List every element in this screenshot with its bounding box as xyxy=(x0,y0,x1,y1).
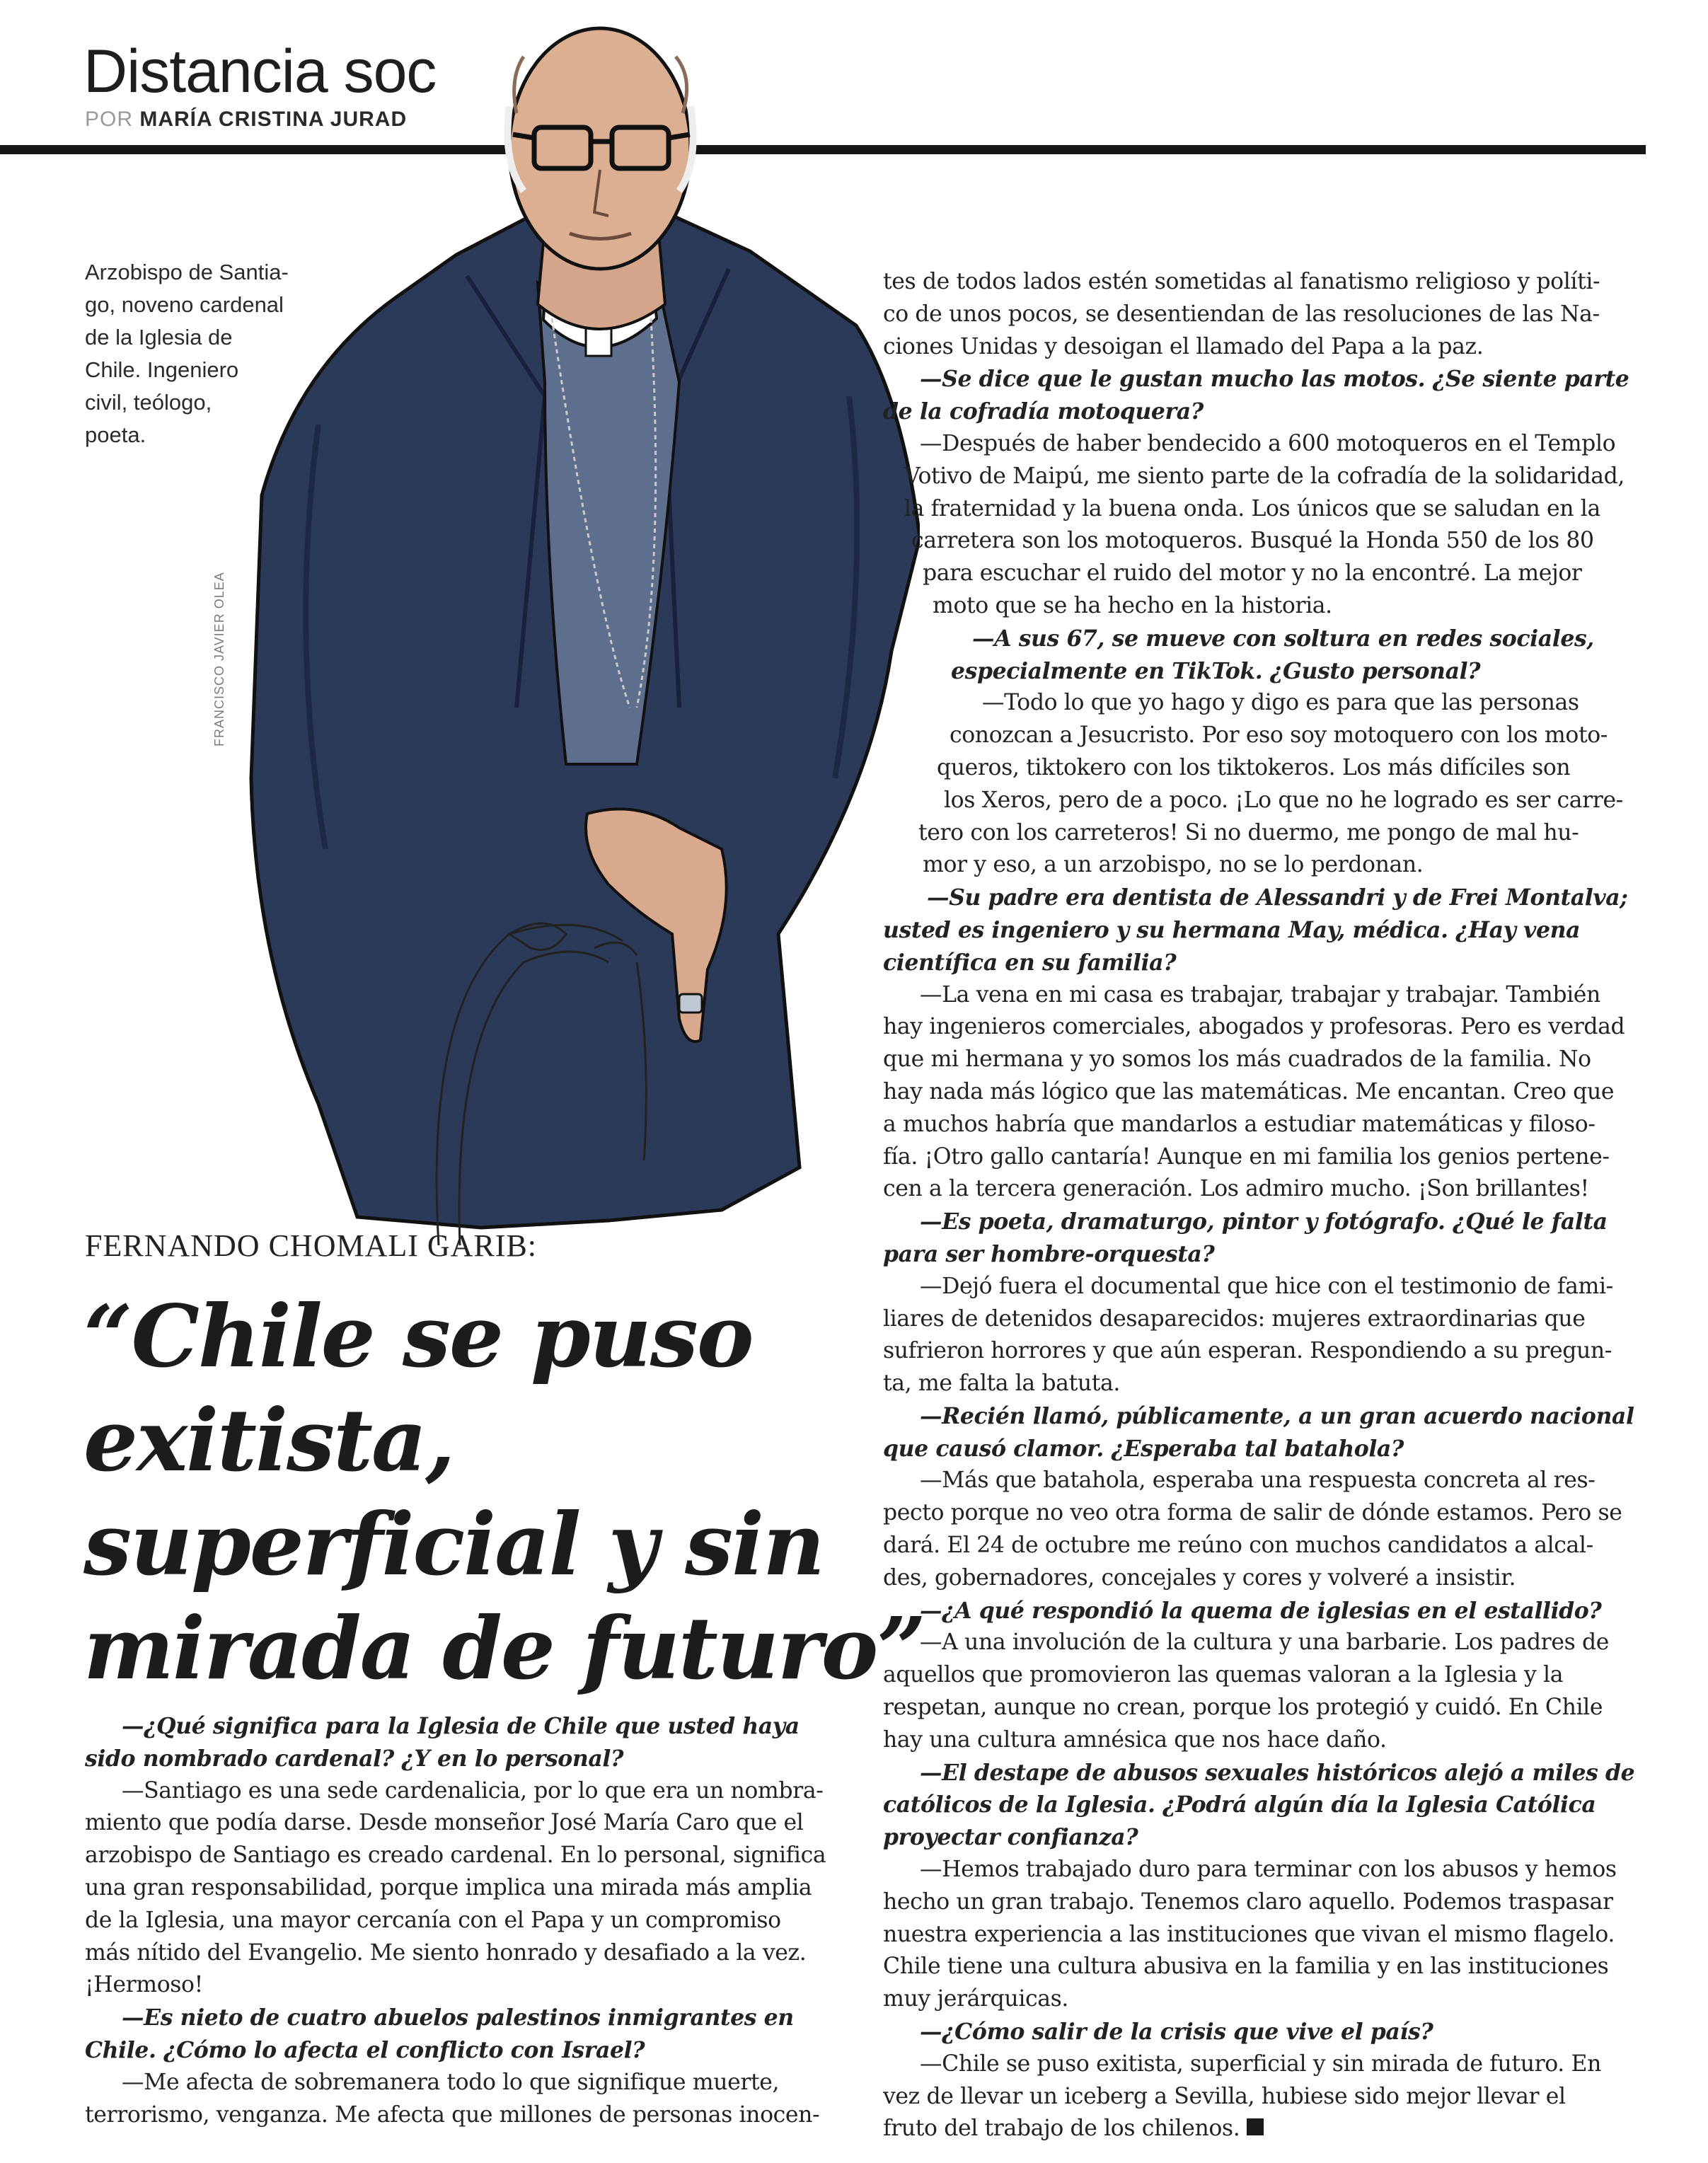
interview-question-line xyxy=(883,623,1651,655)
interview-answer-line xyxy=(883,752,1651,785)
headline-line: exitista, xyxy=(83,1390,454,1491)
interview-answer-line xyxy=(883,1627,1651,1659)
line-text: —Su padre era dentista de Alessandri y de Frei Montalva; xyxy=(927,884,1628,911)
interview-question-line xyxy=(883,396,1651,428)
interview-answer-line xyxy=(85,1872,849,1905)
line-text: hay ingenieros comerciales, abogados y profesoras. Pero es verdad xyxy=(883,1014,1625,1040)
interview-answer-line xyxy=(883,1692,1651,1724)
episcopal-ring xyxy=(679,994,702,1013)
line-text: que causó clamor. ¿Esperaba tal batahola? xyxy=(883,1435,1404,1462)
interview-answer-line xyxy=(85,1840,849,1872)
line-text: fruto del trabajo de los chilenos. xyxy=(883,2116,1240,2142)
line-text: —Santiago es una sede cardenalicia, por lo que era un nombra- xyxy=(122,1777,824,1804)
interview-answer-line xyxy=(883,1141,1651,1174)
line-text: ¡Hermoso! xyxy=(85,1972,203,1998)
interview-question-line xyxy=(883,1206,1651,1238)
line-text: des, gobernadores, concejales y cores y volveré a insistir. xyxy=(883,1564,1516,1591)
interview-answer-line xyxy=(883,1886,1651,1919)
interview-question-line xyxy=(883,1757,1651,1789)
interview-answer-line xyxy=(883,1335,1651,1368)
line-text: —La vena en mi casa es trabajar, trabajar y trabajar. También xyxy=(920,981,1600,1008)
interview-answer-line xyxy=(883,849,1651,882)
interview-answer-line xyxy=(883,558,1651,590)
line-text: conozcan a Jesucristo. Por eso soy motoquero con los moto- xyxy=(950,722,1608,749)
interview-question-line xyxy=(883,914,1651,947)
line-text: —Más que batahola, esperaba una respuesta concreta al res- xyxy=(920,1467,1596,1494)
line-text: terrorismo, venganza. Me afecta que millones de personas inocen- xyxy=(85,2101,820,2128)
interview-answer-line xyxy=(883,1724,1651,1757)
line-text: especialmente en TikTok. ¿Gusto personal? xyxy=(951,657,1481,684)
interview-question-line xyxy=(85,2034,849,2067)
interview-question-line xyxy=(85,1743,849,1775)
line-text: nuestra experiencia a las instituciones que vivan el mismo flagelo. xyxy=(883,1921,1615,1947)
line-text: sufrieron horrores y que aún esperan. Respondiendo a su pregun- xyxy=(883,1338,1612,1364)
caption-line: go, noveno cardenal xyxy=(85,292,284,317)
interview-question-line xyxy=(883,882,1651,914)
photo-credit: FRANCISCO JAVIER OLEA xyxy=(212,572,226,746)
article-column-right xyxy=(883,266,1651,2145)
photo-caption xyxy=(85,256,340,451)
line-text: pecto porque no veo otra forma de salir de dónde estamos. Pero se xyxy=(883,1500,1622,1526)
line-text: para escuchar el ruido del motor y no la encontré. La mejor xyxy=(923,560,1582,587)
interview-question-line xyxy=(85,1710,849,1743)
interview-question-line xyxy=(883,2016,1651,2048)
line-text: que mi hermana y yo somos los más cuadrados de la familia. No xyxy=(883,1046,1591,1073)
interview-answer-line xyxy=(883,461,1651,493)
line-text: queros, tiktokero con los tiktokeros. Los más difíciles son xyxy=(937,754,1571,780)
line-text: Chile tiene una cultura abusiva en la familia y en las instituciones xyxy=(883,1954,1609,1980)
line-text: fía. ¡Otro gallo cantaría! Aunque en mi familia los genios pertene- xyxy=(883,1143,1610,1170)
caption-line: de la Iglesia de xyxy=(85,325,233,350)
line-text: liares de detenidos desaparecidos: mujeres extraordinarias que xyxy=(883,1305,1586,1332)
interview-answer-line xyxy=(883,1530,1651,1562)
interview-answer-line xyxy=(85,1905,849,1937)
end-of-article-mark xyxy=(1247,2118,1264,2135)
interview-answer-line xyxy=(883,1951,1651,1983)
interview-answer-line xyxy=(883,1173,1651,1206)
interview-answer-line xyxy=(883,1465,1651,1497)
line-text: —El destape de abusos sexuales históricos alejó a miles de xyxy=(920,1759,1635,1786)
caption-line: poeta. xyxy=(85,422,146,447)
line-text: muy jerárquicas. xyxy=(883,1986,1068,2012)
line-text: cen a la tercera generación. Los admiro mucho. ¡Son brillantes! xyxy=(883,1176,1589,1202)
headline-line: “Chile se puso xyxy=(83,1286,753,1387)
line-text: ta, me falta la batuta. xyxy=(883,1371,1120,1397)
line-text: —A sus 67, se mueve con soltura en redes sociales, xyxy=(972,625,1594,652)
line-text: hecho un gran trabajo. Tenemos claro aquello. Podemos traspasar xyxy=(883,1888,1613,1915)
interview-question-line xyxy=(883,1238,1651,1271)
interview-answer-line xyxy=(883,266,1651,299)
interview-answer-line xyxy=(85,2099,849,2132)
line-text: —¿Qué significa para la Iglesia de Chile que usted haya xyxy=(122,1713,800,1739)
line-text: —A una involución de la cultura y una barbarie. Los padres de xyxy=(920,1630,1609,1656)
line-text: sido nombrado cardenal? ¿Y en lo personal? xyxy=(85,1745,624,1772)
caption-line: civil, teólogo, xyxy=(85,390,212,415)
line-text: —Chile se puso exitista, superficial y sin mirada de futuro. En xyxy=(920,2050,1601,2077)
interview-answer-line xyxy=(883,785,1651,817)
interview-question-line xyxy=(883,1400,1651,1433)
line-text: tes de todos lados estén sometidas al fanatismo religioso y políti- xyxy=(883,269,1600,294)
interview-answer-line xyxy=(883,1497,1651,1530)
line-text: Chile. ¿Cómo lo afecta el conflicto con Israel? xyxy=(85,2036,645,2063)
line-text: co de unos pocos, se desentiendan de las resoluciones de las Na- xyxy=(883,301,1600,327)
line-text: a muchos habría que mandarlos a estudiar matemáticas y filoso- xyxy=(883,1111,1596,1137)
interview-answer-line xyxy=(883,1368,1651,1400)
line-text: carretera son los motoqueros. Busqué la Honda 550 de los 80 xyxy=(911,528,1594,554)
line-text: científica en su familia? xyxy=(883,949,1177,976)
headline-line: mirada de futuro” xyxy=(83,1598,925,1699)
interview-answer-line xyxy=(85,1937,849,1970)
line-text: —Después de haber bendecido a 600 motoqueros en el Templo xyxy=(920,430,1616,456)
line-text: —¿Cómo salir de la crisis que vive el país? xyxy=(920,2019,1433,2046)
line-text: vez de llevar un iceberg a Sevilla, hubiese sido mejor llevar el xyxy=(883,2083,1566,2109)
interview-answer-line xyxy=(883,2113,1651,2145)
line-text: los Xeros, pero de a poco. ¡Lo que no he logrado es ser carre- xyxy=(944,787,1623,813)
line-text: usted es ingeniero y su hermana May, médica. ¿Hay vena xyxy=(883,916,1581,943)
line-text: una gran responsabilidad, porque implica una mirada más amplia xyxy=(85,1874,812,1900)
interview-question-line xyxy=(883,1433,1651,1465)
interviewee-name: FERNANDO CHOMALI GARIB: xyxy=(85,1228,538,1263)
interview-question-line xyxy=(883,363,1651,396)
line-text: dará. El 24 de octubre me reúno con muchos candidatos a alcal- xyxy=(883,1533,1593,1559)
interview-answer-line xyxy=(883,1659,1651,1692)
line-text: respetan, aunque no crean, porque los protegió y cuidó. En Chile xyxy=(883,1695,1603,1721)
line-text: —Es nieto de cuatro abuelos palestinos inmigrantes en xyxy=(122,2005,794,2031)
interview-answer-line xyxy=(883,493,1651,526)
interview-answer-line xyxy=(883,1919,1651,1951)
line-text: más nítido del Evangelio. Me siento honrado y desafiado a la vez. xyxy=(85,1939,807,1966)
interview-answer-line xyxy=(883,1562,1651,1595)
caption-line: Chile. Ingeniero xyxy=(85,357,239,382)
line-text: hay una cultura amnésica que nos hace daño. xyxy=(883,1726,1387,1753)
interview-answer-line xyxy=(883,817,1651,850)
interview-question-line xyxy=(85,2002,849,2034)
line-text: ciones Unidas y desoigan el llamado del Papa a la paz. xyxy=(883,333,1484,359)
line-text: moto que se ha hecho en la historia. xyxy=(933,592,1332,618)
interview-answer-line xyxy=(883,1303,1651,1336)
line-text: aquellos que promovieron las quemas valoran a la Iglesia y la xyxy=(883,1662,1564,1688)
interview-answer-line xyxy=(883,1011,1651,1044)
article-column-left xyxy=(85,1710,849,2131)
interview-question-line xyxy=(883,1595,1651,1627)
line-text: —Dejó fuera el documental que hice con el testimonio de fami- xyxy=(920,1273,1613,1299)
line-text: —Recién llamó, públicamente, a un gran acuerdo nacional xyxy=(920,1402,1634,1429)
interview-answer-line xyxy=(883,525,1651,558)
line-text: —Se dice que le gustan mucho las motos. ¿Se siente parte xyxy=(920,366,1629,393)
line-text: Votivo de Maipú, me siento parte de la cofradía de la solidaridad, xyxy=(904,463,1625,489)
interview-answer-line xyxy=(85,1775,849,1808)
interview-question-line xyxy=(883,947,1651,979)
interview-answer-line xyxy=(883,1854,1651,1886)
interview-question-line xyxy=(883,1821,1651,1854)
interview-answer-line xyxy=(883,979,1651,1012)
interview-answer-line xyxy=(85,2067,849,2099)
byline-author: MARÍA CRISTINA JURAD xyxy=(139,108,408,131)
interview-answer-line xyxy=(883,1983,1651,2016)
line-text: de la cofradía motoquera? xyxy=(883,398,1204,425)
line-text: la fraternidad y la buena onda. Los únicos que se saludan en la xyxy=(904,495,1600,521)
interview-answer-line xyxy=(883,1044,1651,1076)
interview-answer-line xyxy=(883,2048,1651,2081)
line-text: para ser hombre-orquesta? xyxy=(883,1240,1215,1267)
caption-line: Arzobispo de Santia- xyxy=(85,260,289,284)
interview-answer-line xyxy=(883,428,1651,461)
interview-answer-line xyxy=(883,1076,1651,1109)
interview-answer-line xyxy=(883,1271,1651,1303)
interview-question-line xyxy=(883,1789,1651,1821)
interview-answer-line xyxy=(883,2081,1651,2113)
cardinal-portrait-illustration xyxy=(212,0,920,1245)
interview-answer-line xyxy=(883,687,1651,720)
interview-answer-line xyxy=(883,299,1651,331)
line-text: católicos de la Iglesia. ¿Podrá algún día la Iglesia Católica xyxy=(883,1792,1596,1818)
interview-answer-line xyxy=(883,720,1651,752)
line-text: —¿A qué respondió la quema de iglesias en el estallido? xyxy=(920,1597,1602,1624)
headline xyxy=(83,1284,925,1700)
interview-answer-line xyxy=(883,590,1651,623)
line-text: mor y eso, a un arzobispo, no se lo perdonan. xyxy=(923,852,1424,878)
line-text: —Es poeta, dramaturgo, pintor y fotógrafo. ¿Qué le falta xyxy=(920,1209,1608,1235)
line-text: —Me afecta de sobremanera todo lo que signifique muerte, xyxy=(122,2069,780,2095)
interview-question-line xyxy=(883,655,1651,688)
interview-answer-line xyxy=(85,1969,849,2002)
interview-answer-line xyxy=(85,1807,849,1840)
byline-prefix: POR xyxy=(85,108,134,131)
interview-answer-line xyxy=(883,1109,1651,1141)
section-title: Distancia soc xyxy=(83,38,437,105)
line-text: de la Iglesia, una mayor cercanía con el Papa y un compromiso xyxy=(85,1907,781,1933)
line-text: arzobispo de Santiago es creado cardenal. En lo personal, significa xyxy=(85,1842,826,1869)
line-text: hay nada más lógico que las matemáticas. Me encantan. Creo que xyxy=(883,1078,1615,1104)
line-text: proyectar confianza? xyxy=(883,1824,1138,1851)
headline-line: superficial y sin xyxy=(83,1494,824,1595)
line-text: —Todo lo que yo hago y digo es para que las personas xyxy=(982,690,1579,716)
interview-answer-line xyxy=(883,331,1651,364)
line-text: miento que podía darse. Desde monseñor José María Caro que el xyxy=(85,1810,804,1836)
line-text: tero con los carreteros! Si no duermo, me pongo de mal hu- xyxy=(918,819,1579,846)
line-text: —Hemos trabajado duro para terminar con los abusos y hemos xyxy=(920,1857,1617,1883)
